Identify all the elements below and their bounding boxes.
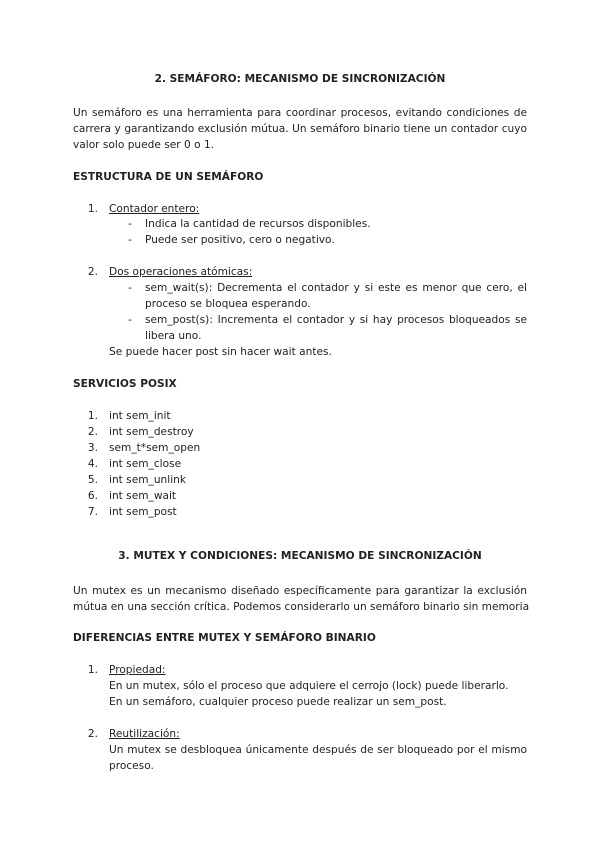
list-number: 1. [87, 203, 98, 215]
propiedad-label: Propiedad: [109, 664, 166, 676]
sem-post-line-1: sem_post(s): Incrementa el contador y si hay procesos bloqueados se [145, 314, 527, 326]
posix-item: int sem_unlink [109, 474, 186, 486]
posix-heading: SERVICIOS POSIX [73, 378, 177, 390]
structure-heading: ESTRUCTURA DE UN SEMÁFORO [73, 171, 264, 183]
section-2-intro-line-3: valor solo puede ser 0 o 1. [73, 139, 215, 151]
list-number: 2. [87, 728, 98, 740]
posix-item: int sem_wait [109, 490, 177, 502]
list-number: 3. [87, 442, 98, 454]
list-number: 2. [87, 426, 98, 438]
bullet-text: Indica la cantidad de recursos disponibles. [145, 218, 371, 230]
reutilizacion-line-2: proceso. [109, 760, 154, 772]
posix-item: int sem_post [109, 506, 177, 518]
section-3-title: 3. MUTEX Y CONDICIONES: MECANISMO DE SINCRONIZACIÓN [118, 550, 482, 562]
propiedad-line-1: En un mutex, sólo el proceso que adquiere el cerrojo (lock) puede liberarlo. [109, 680, 509, 692]
bullet-dash: - [128, 234, 132, 246]
reutilizacion-line-1: Un mutex se desbloquea únicamente después de ser bloqueado por el mismo [109, 744, 527, 756]
posix-item: int sem_close [109, 458, 182, 470]
section-3-intro-line-2: mútua en una sección crítica. Podemos considerarlo un semáforo binario sin memoria [73, 601, 530, 613]
operaciones-label: Dos operaciones atómicas: [109, 266, 253, 278]
bullet-dash: - [128, 314, 132, 326]
section-2-title: 2. SEMÁFORO: MECANISMO DE SINCRONIZACIÓN [154, 73, 446, 85]
list-number: 1. [87, 664, 98, 676]
bullet-dash: - [128, 218, 132, 230]
reutilizacion-label: Reutilización: [109, 728, 180, 740]
list-number: 7. [87, 506, 98, 518]
bullet-dash: - [128, 282, 132, 294]
section-2-intro-line-2: carrera y garantizando exclusión mútua. Un semáforo binario tiene un contador cuyo [73, 123, 527, 135]
sem-wait-line-1: sem_wait(s): Decrementa el contador y si este es menor que cero, el [145, 282, 527, 294]
propiedad-line-2: En un semáforo, cualquier proceso puede realizar un sem_post. [109, 696, 447, 708]
posix-item: int sem_destroy [109, 426, 194, 438]
section-3-intro-line-1: Un mutex es un mecanismo diseñado específicamente para garantizar la exclusión [73, 585, 527, 597]
posix-item: int sem_init [109, 410, 171, 422]
posix-item: sem_t*sem_open [109, 442, 201, 454]
list-number: 6. [87, 490, 98, 502]
differences-heading: DIFERENCIAS ENTRE MUTEX Y SEMÁFORO BINARIO [73, 632, 376, 644]
section-2-intro-line-1: Un semáforo es una herramienta para coordinar procesos, evitando condiciones de [73, 107, 527, 119]
list-number: 2. [87, 266, 98, 278]
list-number: 1. [87, 410, 98, 422]
list-number: 4. [87, 458, 98, 470]
post-note: Se puede hacer post sin hacer wait antes. [109, 346, 332, 358]
contador-label: Contador entero: [109, 203, 200, 215]
sem-post-line-2: libera uno. [145, 330, 202, 342]
sem-wait-line-2: proceso se bloquea esperando. [145, 298, 311, 310]
list-number: 5. [87, 474, 98, 486]
bullet-text: Puede ser positivo, cero o negativo. [145, 234, 335, 246]
